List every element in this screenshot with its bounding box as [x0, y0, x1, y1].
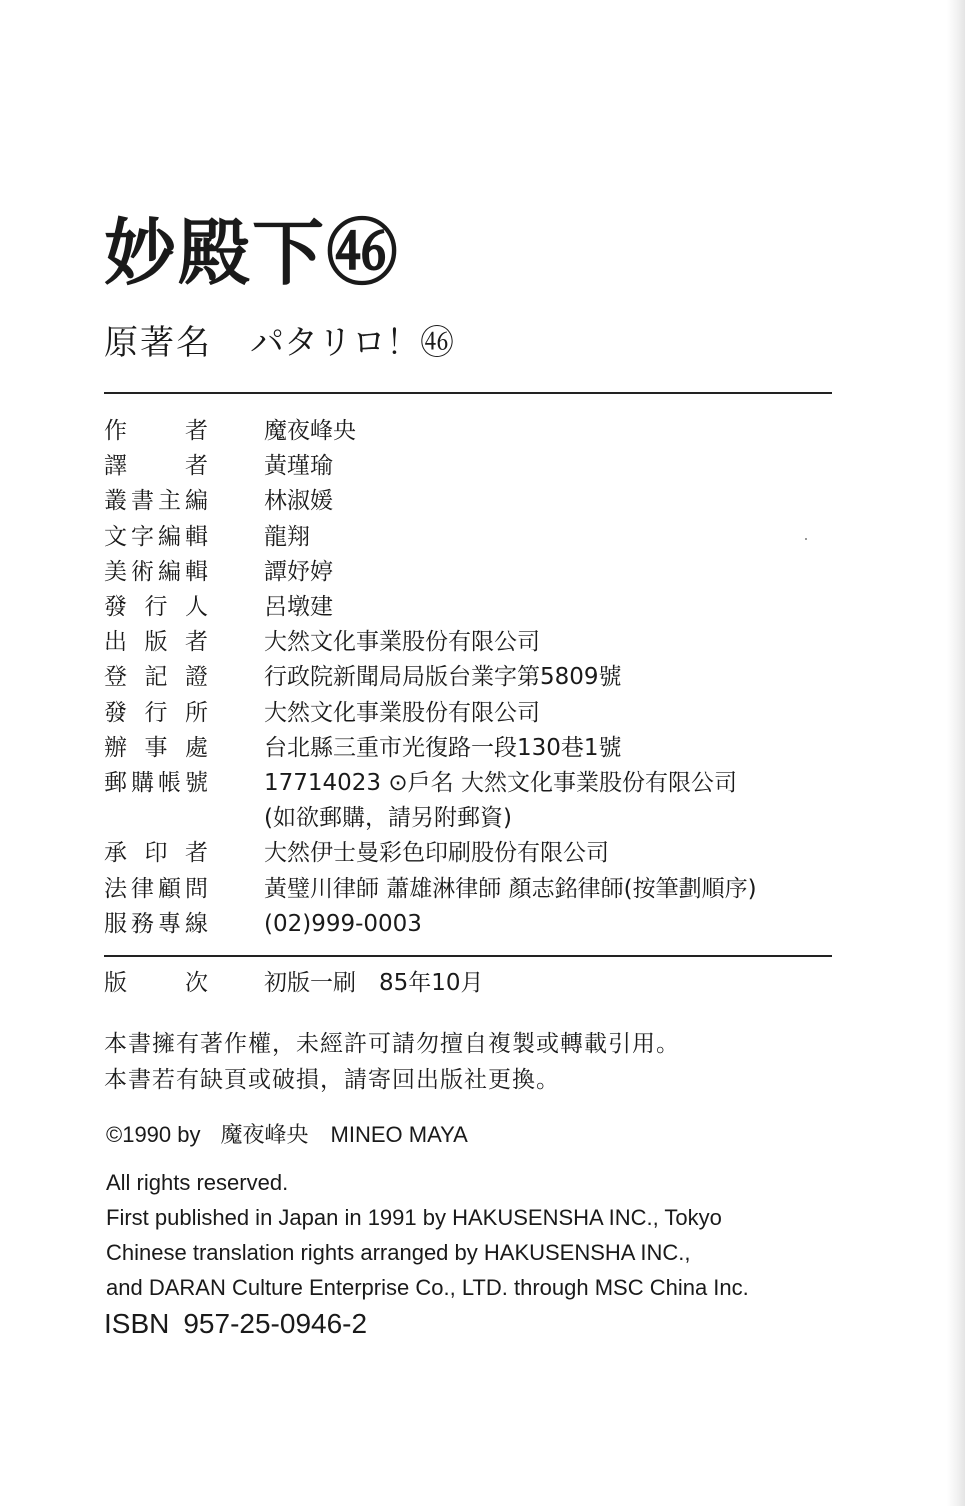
credit-value: 龍翔: [264, 523, 310, 550]
credit-value: 林淑媛: [264, 488, 333, 515]
credit-row-publisher: [104, 625, 832, 660]
credit-row-registration: [104, 660, 832, 695]
credit-value: 行政院新聞局局版台業字第5809號: [264, 664, 622, 691]
credit-value: 台北縣三重市光復路一段130巷1號: [264, 734, 622, 761]
rights-line: First published in Japan in 1991 by HAKUSENSHA INC., Tokyo: [106, 1205, 722, 1230]
divider-bottom: [104, 955, 832, 957]
credit-value: (02)999-0003: [264, 910, 422, 937]
credit-label: [104, 801, 208, 836]
rights-statement: [106, 1165, 749, 1305]
credit-row-author: [104, 414, 832, 449]
notice-line: 本書若有缺頁或破損，請寄回出版社更換。: [104, 1067, 560, 1093]
credit-value: 大然文化事業股份有限公司: [264, 629, 540, 656]
credit-label: 服務專線: [104, 910, 208, 937]
divider-top: [104, 392, 832, 394]
credit-label: 出版者: [104, 629, 208, 656]
credit-value: 黃瑾瑜: [264, 453, 333, 480]
credit-row-art-editor: [104, 555, 832, 590]
credit-label: 法律顧問: [104, 875, 208, 902]
book-title: 妙殿下㊻: [104, 210, 401, 295]
credit-value: 譚妤婷: [264, 558, 333, 585]
credit-value: 17714023 ⊙戶名 大然文化事業股份有限公司: [264, 770, 737, 797]
credit-row-text-editor: [104, 520, 832, 555]
rights-line: All rights reserved.: [106, 1170, 289, 1195]
credit-row-service-line: [104, 907, 832, 942]
credit-label: 登記證: [104, 664, 208, 691]
credit-label: 叢書主編: [104, 488, 208, 515]
credit-row-translator: [104, 449, 832, 484]
credit-label: 作者: [104, 418, 208, 444]
copyright-author-cn: 魔夜峰央: [220, 1122, 309, 1147]
isbn-value: 957-25-0946-2: [183, 1308, 368, 1339]
edition-value: 初版一刷 85年10月: [264, 970, 484, 996]
original-title-line: [104, 320, 454, 366]
credit-label: 美術編輯: [104, 558, 208, 585]
credit-value: (如欲郵購，請另附郵資): [264, 805, 512, 832]
isbn-line: [104, 1306, 367, 1342]
credit-row-legal: [104, 872, 832, 907]
original-title: パタリロ！㊻: [250, 323, 454, 363]
credits-list: [104, 414, 832, 942]
credit-label: 郵購帳號: [104, 770, 208, 797]
credit-label: 譯者: [104, 453, 208, 480]
credit-row-postal-account: [104, 766, 832, 801]
credit-value: 大然伊士曼彩色印刷股份有限公司: [264, 840, 609, 867]
credit-value: 魔夜峰央: [264, 418, 356, 444]
rights-line: Chinese translation rights arranged by HAKUSENSHA INC.,: [106, 1240, 691, 1265]
edition-info: [104, 966, 832, 1001]
credit-label: 文字編輯: [104, 523, 208, 550]
credit-row-printer: [104, 836, 832, 871]
credit-label: 發行所: [104, 699, 208, 726]
credit-label: 發行人: [104, 594, 208, 621]
copyright-year: ©1990 by: [106, 1122, 201, 1147]
credit-value: 大然文化事業股份有限公司: [264, 699, 540, 726]
credit-row-series-editor: [104, 484, 832, 519]
credit-row-publisher-person: [104, 590, 832, 625]
copyright-author-en: MINEO MAYA: [330, 1122, 468, 1147]
copyright-line: [106, 1120, 468, 1150]
credit-row-postal-note: [104, 801, 832, 836]
page-edge-shadow: [947, 0, 965, 1506]
notice-line: 本書擁有著作權，未經許可請勿擅自複製或轉載引用。: [104, 1031, 680, 1057]
credit-row-distributor: [104, 696, 832, 731]
credit-label: 辦事處: [104, 734, 208, 761]
credit-label: 承印者: [104, 840, 208, 867]
copyright-notice: [104, 1026, 680, 1098]
credit-value: 呂墩建: [264, 594, 333, 621]
rights-line: and DARAN Culture Enterprise Co., LTD. through MSC China Inc.: [106, 1275, 749, 1300]
credit-row-office: [104, 731, 832, 766]
isbn-label: ISBN: [104, 1308, 170, 1339]
edition-label: 版次: [104, 970, 208, 996]
credit-value: 黃璧川律師 蕭雄淋律師 顏志銘律師(按筆劃順序): [264, 875, 757, 902]
original-title-label: 原著名: [104, 323, 212, 363]
edition-row: [104, 966, 832, 1001]
